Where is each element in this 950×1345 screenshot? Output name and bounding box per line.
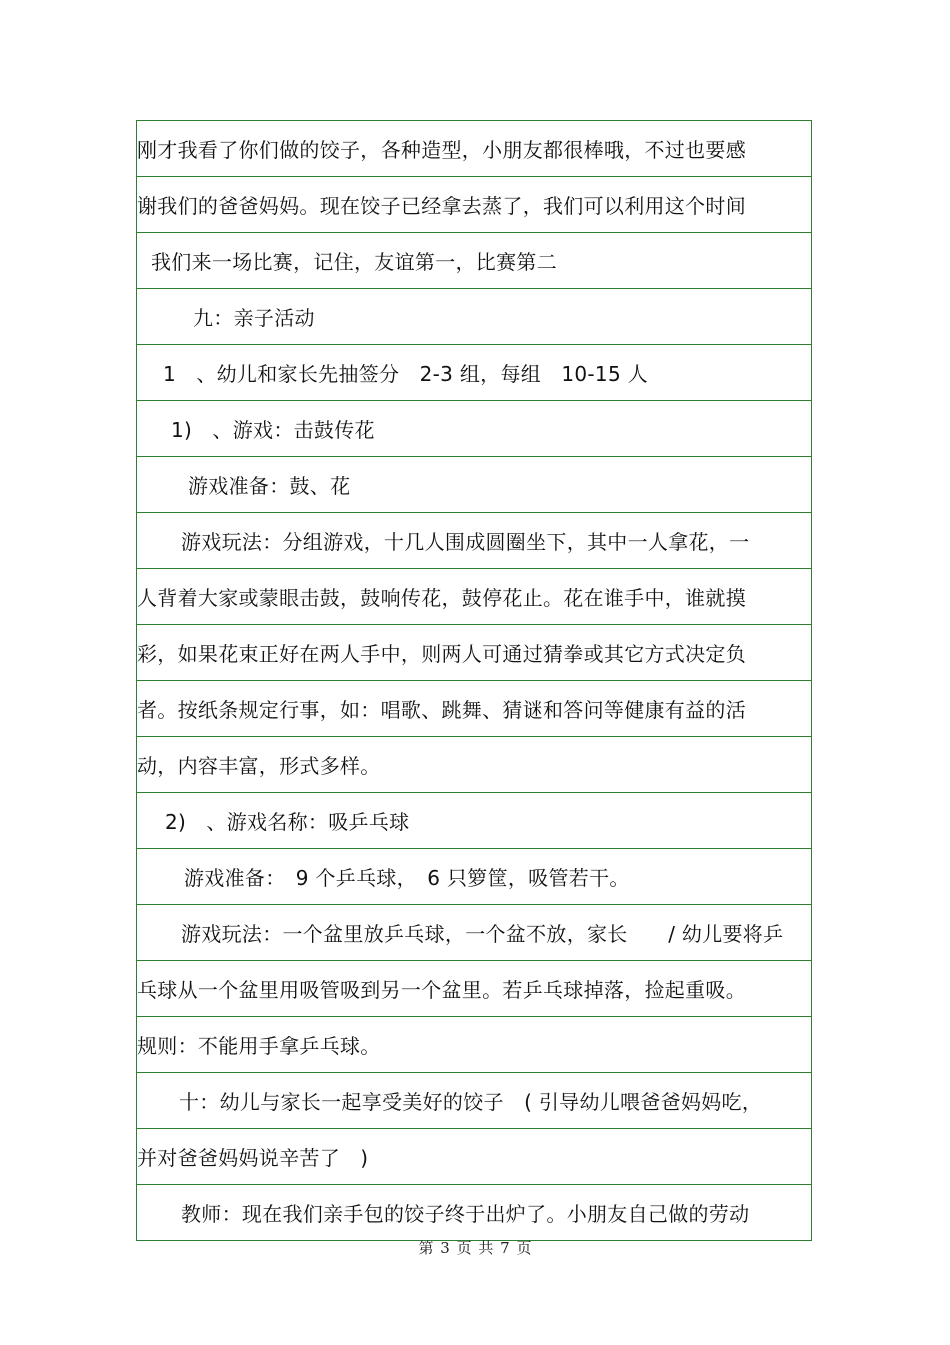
text-line: 规则：不能用手拿乒乓球。 [137,1034,381,1058]
text-line: 游戏准备：鼓、花 [188,474,351,498]
text-line: 彩，如果花束正好在两人手中，则两人可通过猜拳或其它方式决定负 [137,642,746,666]
text-line: 我们来一场比赛，记住，友谊第一，比赛第二 [151,250,557,274]
text-line: 谢我们的爸爸妈妈。现在饺子已经拿去蒸了，我们可以利用这个时间 [137,194,746,218]
text-row-4 [137,289,811,345]
page-number-footer: 第 3 页 共 7 页 [418,1239,532,1257]
text-row-18 [137,1073,811,1129]
text-row-9 [137,569,811,625]
text-row-6 [137,401,811,457]
text-row-12 [137,737,811,793]
text-line: 游戏玩法：一个盆里放乒乓球，一个盆不放，家长 / 幼儿要将乒 [181,922,784,946]
text-row-17 [137,1017,811,1073]
text-line: 游戏玩法：分组游戏，十几人围成圆圈坐下，其中一人拿花，一 [181,530,750,554]
text-line: 教师：现在我们亲手包的饺子终于出炉了。小朋友自己做的劳动 [181,1202,750,1226]
text-row-20 [137,1185,811,1240]
text-row-15 [137,905,811,961]
text-line: 1 、幼儿和家长先抽签分 2-3 组，每组 10-15 人 [163,362,648,386]
text-row-1 [137,121,811,177]
section-heading: 九：亲子活动 [193,306,315,330]
text-row-13 [137,793,811,849]
text-row-5 [137,345,811,401]
text-row-14 [137,849,811,905]
text-line: 2) 、游戏名称：吸乒乓球 [165,810,410,834]
text-line: 1) 、游戏：击鼓传花 [171,418,375,442]
text-line: 人背着大家或蒙眼击鼓，鼓响传花，鼓停花止。花在谁手中，谁就摸 [137,586,746,610]
text-line: 游戏准备： 9 个乒乓球， 6 只箩筐，吸管若干。 [184,866,630,890]
text-line: 并对爸爸妈妈说辛苦了 ) [137,1146,369,1170]
text-line: 者。按纸条规定行事，如：唱歌、跳舞、猜谜和答问等健康有益的活 [137,698,746,722]
text-row-3 [137,233,811,289]
text-row-11 [137,681,811,737]
text-line: 刚才我看了你们做的饺子，各种造型，小朋友都很棒哦，不过也要感 [137,138,746,162]
text-row-2 [137,177,811,233]
text-line: 乓球从一个盆里用吸管吸到另一个盆里。若乒乓球掉落，捡起重吸。 [137,978,746,1002]
document-table [136,120,812,1241]
text-row-19 [137,1129,811,1185]
text-row-10 [137,625,811,681]
text-row-8 [137,513,811,569]
text-line: 动，内容丰富，形式多样。 [137,754,381,778]
text-row-7 [137,457,811,513]
text-row-16 [137,961,811,1017]
section-heading: 十：幼儿与家长一起享受美好的饺子 ( 引导幼儿喂爸爸妈妈吃， [179,1090,763,1114]
